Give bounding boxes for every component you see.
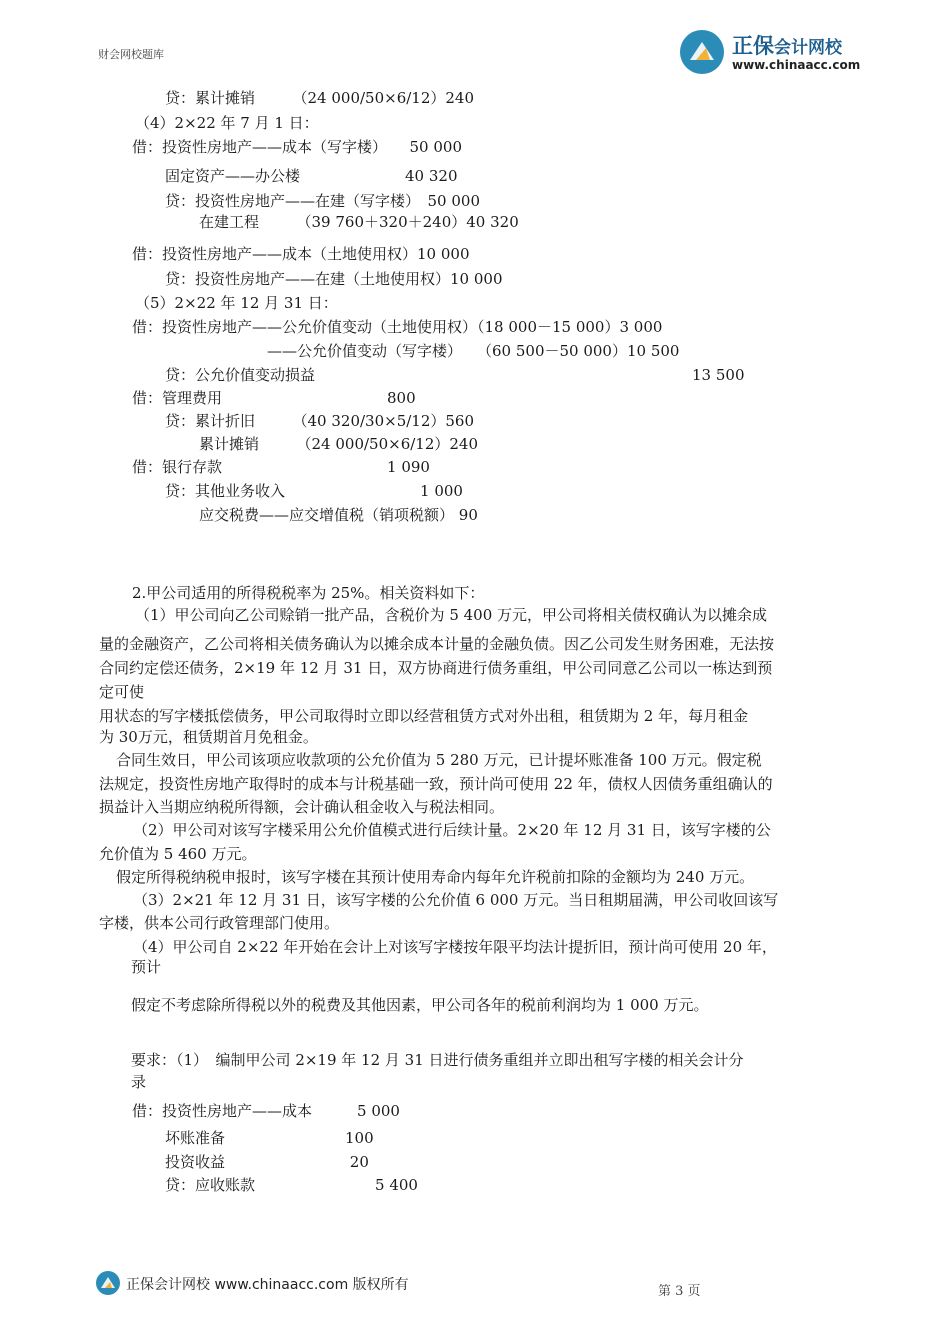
logo-url: www.chinaacc.com <box>732 58 861 72</box>
requirement-line-clipped: 录 <box>131 1073 147 1091</box>
logo-icon <box>680 30 724 74</box>
question-line: （3）2×21 年 12 月 31 日，该写字楼的公允价值 6 000 万元。当日租期届满，甲公司收回该写 <box>133 891 779 909</box>
question-line: 允价值为 5 460 万元。 <box>99 845 257 863</box>
question-line: 量的金融资产，乙公司将相关债务确认为以摊余成本计量的金融负债。因乙公司发生财务困难，无法按 <box>99 635 775 653</box>
entry-line: 贷：公允价值变动损益 <box>165 366 316 384</box>
entry-line: （4）2×22 年 7 月 1 日： <box>135 114 319 132</box>
question-line: （4）甲公司自 2×22 年开始在会计上对该写字楼按年限平均法计提折旧，预计尚可使用 20 年， <box>133 938 777 956</box>
requirement-line-clipped: 贷：应收账款 5 400 <box>165 1176 418 1194</box>
logo-brand: 正保会计网校 <box>732 34 842 58</box>
requirement-line-clipped: 借：投资性房地产——成本 5 000 <box>132 1102 400 1120</box>
header-logo <box>680 28 880 78</box>
question-line: 法规定，投资性房地产取得时的成本与计税基础一致，预计尚可使用 22 年，债权人因债务重组确认的 <box>99 775 773 793</box>
footer-logo-icon <box>96 1271 120 1295</box>
entry-line: 贷：其他业务收入 1 000 <box>165 482 463 500</box>
requirement-line: 坏账准备 100 <box>165 1129 374 1147</box>
entry-line: 贷：投资性房地产——在建（土地使用权）10 000 <box>165 270 503 288</box>
entry-line: 累计摊销 （24 000/50×6/12）240 <box>199 435 479 453</box>
entry-amount: 13 500 <box>692 366 745 384</box>
question-line-clipped: 假定不考虑除所得税以外的税费及其他因素，甲公司各年的税前利润均为 1 000 万元。 <box>131 996 709 1014</box>
question-line: 定可使 <box>99 683 145 701</box>
question-line: 为 30万元，租赁期首月免租金。 <box>99 728 318 746</box>
question-line: 假定所得税纳税申报时，该写字楼在其预计使用寿命内每年允许税前扣除的金额均为 240 万元。 <box>116 868 755 886</box>
entry-line: ——公允价值变动（写字楼） （60 500－50 000）10 500 <box>267 342 680 360</box>
question-line: 预计 <box>131 958 162 976</box>
entry-line: 固定资产——办公楼 40 320 <box>165 167 458 185</box>
entry-line: 借：管理费用 800 <box>132 389 416 407</box>
question-line: 损益计入当期应纳税所得额，会计确认租金收入与税法相同。 <box>99 798 505 816</box>
question-heading: 2.甲公司适用的所得税税率为 25%。相关资料如下： <box>132 584 485 602</box>
entry-line-clipped: 借：投资性房地产——成本（写字楼） 50 000 <box>132 138 462 156</box>
entry-line: 借：投资性房地产——成本（土地使用权）10 000 <box>132 245 470 263</box>
entry-line: 贷：累计折旧 （40 320/30×5/12）560 <box>165 412 475 430</box>
entry-line: 借：投资性房地产——公允价值变动（土地使用权）（18 000－15 000）3 000 <box>132 318 663 336</box>
question-line: 合同生效日，甲公司该项应收款项的公允价值为 5 280 万元，已计提坏账准备 100 万元。假定税 <box>116 751 762 769</box>
question-line: 用状态的写字楼抵偿债务，甲公司取得时立即以经营租赁方式对外出租，租赁期为 2 年，每月租金 <box>99 707 749 725</box>
requirement-line: 投资收益 20 <box>165 1153 369 1171</box>
entry-line: 借：银行存款 1 090 <box>132 458 430 476</box>
question-line: 字楼，供本公司行政管理部门使用。 <box>99 914 340 932</box>
entry-line: 贷：累计摊销 （24 000/50×6/12）240 <box>165 89 475 107</box>
requirement-line: 要求：（1） 编制甲公司 2×19 年 12 月 31 日进行债务重组并立即出租写字楼的相关会计分 <box>131 1051 744 1069</box>
top-left-mark: 财会网校题库 <box>98 48 164 61</box>
question-line: （2）甲公司对该写字楼采用公允价值模式进行后续计量。2×20 年 12 月 31 日，该写字楼的公 <box>133 821 771 839</box>
entry-line: 应交税费——应交增值税（销项税额） 90 <box>199 506 478 524</box>
entry-line: （5）2×22 年 12 月 31 日： <box>135 294 338 312</box>
footer-copyright: 正保会计网校 www.chinaacc.com 版权所有 <box>126 1277 409 1293</box>
question-line: 合同约定偿还债务，2×19 年 12 月 31 日，双方协商进行债务重组，甲公司同意乙公司以一栋达到预 <box>99 659 773 677</box>
page-number: 第 3 页 <box>658 1284 701 1299</box>
question-line-clipped: （1）甲公司向乙公司赊销一批产品，含税价为 5 400 万元，甲公司将相关债权确认为以摊余成 <box>135 606 768 624</box>
entry-line-clipped: 在建工程 （39 760＋320＋240）40 320 <box>199 213 519 231</box>
entry-line: 贷：投资性房地产——在建（写字楼） 50 000 <box>165 192 480 210</box>
